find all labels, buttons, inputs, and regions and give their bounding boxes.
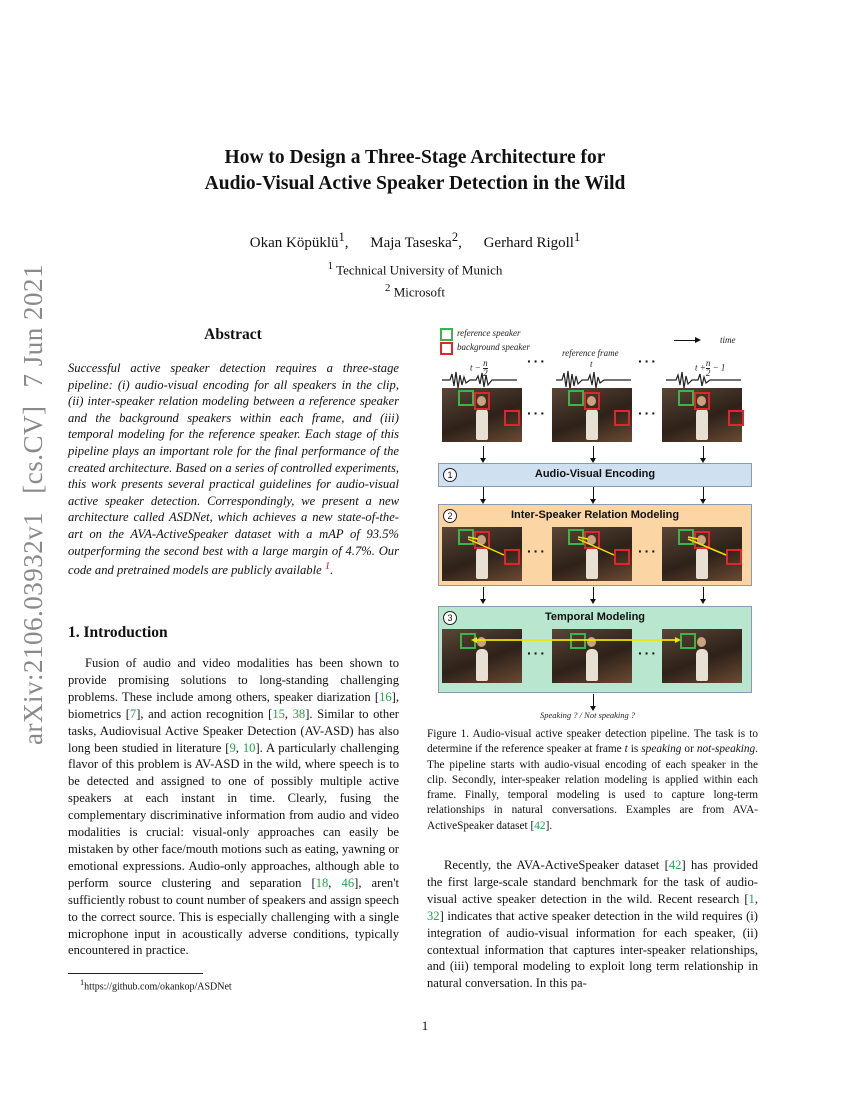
down-arrow-icon bbox=[483, 587, 484, 600]
citation-link[interactable]: 42 bbox=[668, 858, 682, 872]
author: Okan Köpüklü$^1$, bbox=[249, 230, 349, 251]
intro-paragraph: Fusion of audio and video modalities has been shown to provide promising solutions to long-standing challenging problems. These include among others, speaker diarization [16], biometrics [7], and action recognition [15, 38]. Similar to other tasks, Audiovisual Active Speaker Detection (AV-ASD) has also long been studied in literature [9, 10]. A particularly challenging flavor of this problem is AV-ASD in the wild, where speech is to be detected and assigned to one of possibly multiple active speakers at each instant in time. Clearly, fusing the complementary discriminative information from audio and video modalities is crucial: visual-only approaches can easily be mistaken by other face/mouth motions such as eating, yawning or emotional expressions. Audio-only approaches, although able to perform source clustering and separation [18, 46], aren't sufficiently robust to count number of speakers and assign speech to the correct source. This is especially challenging with a single microphone input in acoustically adverse conditions, typically encountered in practice. bbox=[68, 656, 399, 958]
time-left-label: $t - \frac{n}{2}$ bbox=[470, 358, 488, 378]
ellipsis: ··· bbox=[638, 645, 658, 661]
relation-arrows-icon bbox=[442, 527, 522, 581]
down-arrow-icon bbox=[703, 587, 704, 600]
arxiv-category: [cs.CV] bbox=[17, 405, 48, 494]
stage-number: 1 bbox=[443, 468, 457, 482]
down-arrow-icon bbox=[593, 446, 594, 459]
stage-2-box bbox=[438, 504, 752, 586]
page-number: 1 bbox=[421, 1018, 429, 1033]
footnote-link[interactable]: 1 bbox=[324, 561, 331, 573]
ellipsis: ··· bbox=[638, 543, 658, 559]
reference-frame-t: t bbox=[590, 359, 593, 369]
time-arrowhead-icon bbox=[695, 337, 701, 343]
citation-link[interactable]: 1 bbox=[748, 891, 755, 906]
abstract-text: Successful active speaker detection requires a three-stage pipeline: (i) audio-visual encoding for all speakers in the clip, (ii) inter-speaker relation modeling between a reference speaker and the background speakers within each frame, and (iii) temporal modeling for the reference speaker. Each stage of this pipeline plays an important role for the final performance of the created architecture. Based on a series of controlled experiments, this work presents several practical guidelines for audio-visual active speaker detection. Correspondingly, we present a new architecture called ASDNet, which achieves a new state-of-the-art on the AVA-ActiveSpeaker dataset with a mAP of 93.5% outperforming the second best with a large margin of 4.7%. Our code and pretrained models are publicly available $^1$. bbox=[68, 361, 399, 578]
ellipsis: ··· bbox=[527, 353, 547, 369]
figure-1-pipeline bbox=[438, 325, 753, 720]
reference-speaker-legend-icon bbox=[440, 328, 453, 341]
citation-link[interactable]: 38 bbox=[292, 706, 306, 721]
title-line-2: Audio-Visual Active Speaker Detection in the Wild bbox=[204, 173, 626, 194]
citation-link[interactable]: 32 bbox=[427, 908, 440, 923]
arxiv-side-stamp bbox=[8, 0, 58, 745]
stage-number: 2 bbox=[443, 509, 457, 523]
video-frame bbox=[662, 388, 742, 442]
citation-link[interactable]: 16 bbox=[379, 689, 392, 704]
video-frame bbox=[552, 527, 632, 581]
stage-1-box bbox=[438, 463, 752, 487]
author: Maja Taseska$^2$, bbox=[370, 230, 462, 251]
right-column-paragraph: Recently, the AVA-ActiveSpeaker dataset [42] has provided the first large-scale standard benchmark for the task of audio-visual active speaker detection in the wild. Recent research [1, 32] indicates that active speaker detection in the wild requires (i) integration of audio-visual information for each speaker, (ii) contextual information that captures inter-speaker relationships, and (iii) temporal modeling to exploit long term relationship in natural conversation. In this pa- bbox=[427, 858, 758, 991]
stage-title: Temporal Modeling bbox=[544, 611, 646, 623]
background-speaker-legend-icon bbox=[440, 342, 453, 355]
down-arrow-icon bbox=[703, 487, 704, 500]
ellipsis: ··· bbox=[527, 405, 547, 421]
down-arrow-icon bbox=[483, 487, 484, 500]
arxiv-date: 7 Jun 2021 bbox=[17, 264, 48, 388]
video-frame bbox=[442, 527, 522, 581]
time-right-label: $t +\frac{n}{2}$ − 1 bbox=[695, 358, 726, 378]
figure-caption: Figure 1. Audio-visual active speaker detection pipeline. The task is to determine if the reference speaker at frame t is speaking or not-speaking. The pipeline starts with audio-visual encoding of each speaker in the clip. Secondly, inter-speaker relation modeling is applied within each frame. Finally, temporal modeling is used to capture long-term relationships in natural conversations. Examples are from AVA-ActiveSpeaker dataset [42]. bbox=[427, 728, 758, 832]
affiliation: $^1$ Technical University of Munich bbox=[327, 260, 503, 278]
video-frame bbox=[552, 388, 632, 442]
ellipsis: ··· bbox=[527, 543, 547, 559]
down-arrow-icon bbox=[593, 587, 594, 600]
relation-arrows-icon bbox=[552, 527, 632, 581]
video-frame bbox=[442, 388, 522, 442]
author-list bbox=[180, 230, 650, 252]
legend-reference-label: reference speaker bbox=[457, 328, 521, 338]
reference-frame-label: reference frame bbox=[562, 348, 619, 358]
footnote: $^1$https://github.com/okankop/ASDNet bbox=[80, 978, 232, 993]
arxiv-id: arXiv:2106.03932v1 bbox=[17, 511, 48, 745]
stage-title: Inter-Speaker Relation Modeling bbox=[510, 509, 680, 521]
down-arrow-icon bbox=[703, 446, 704, 459]
author: Gerhard Rigoll$^1$ bbox=[483, 230, 581, 251]
time-label: time bbox=[720, 335, 736, 345]
ellipsis: ··· bbox=[638, 405, 658, 421]
citation-link[interactable]: 10 bbox=[242, 740, 256, 755]
citation-link[interactable]: 42 bbox=[534, 819, 546, 832]
down-arrow-icon bbox=[593, 487, 594, 500]
ellipsis: ··· bbox=[527, 645, 547, 661]
stage-title: Audio-Visual Encoding bbox=[534, 468, 656, 480]
citation-link[interactable]: 7 bbox=[129, 706, 137, 721]
temporal-arrows-icon bbox=[439, 607, 751, 692]
down-arrow-icon bbox=[483, 446, 484, 459]
affiliation: $^2$ Microsoft bbox=[385, 282, 445, 300]
footnote-url[interactable]: https://github.com/okankop/ASDNet bbox=[84, 981, 232, 993]
section-heading-introduction: 1. Introduction bbox=[68, 624, 168, 641]
ellipsis: ··· bbox=[638, 353, 658, 369]
down-arrow-icon bbox=[593, 694, 594, 707]
citation-link[interactable]: 15 bbox=[272, 706, 285, 721]
citation-link[interactable]: 9 bbox=[229, 740, 236, 755]
title-line-1: How to Design a Three-Stage Architecture for bbox=[224, 147, 606, 168]
affiliations bbox=[230, 257, 600, 302]
video-frame bbox=[662, 527, 742, 581]
legend-background-label: background speaker bbox=[457, 342, 530, 352]
stage-3-box bbox=[438, 606, 752, 693]
paper-title bbox=[150, 145, 680, 197]
footnote-rule bbox=[68, 973, 203, 974]
relation-arrows-icon bbox=[662, 527, 742, 581]
citation-link[interactable]: 46 bbox=[341, 875, 355, 890]
output-label: Speaking ? / Not speaking ? bbox=[540, 710, 636, 720]
stage-number: 3 bbox=[443, 611, 457, 625]
abstract-heading: Abstract bbox=[204, 326, 262, 343]
citation-link[interactable]: 18 bbox=[315, 875, 329, 890]
